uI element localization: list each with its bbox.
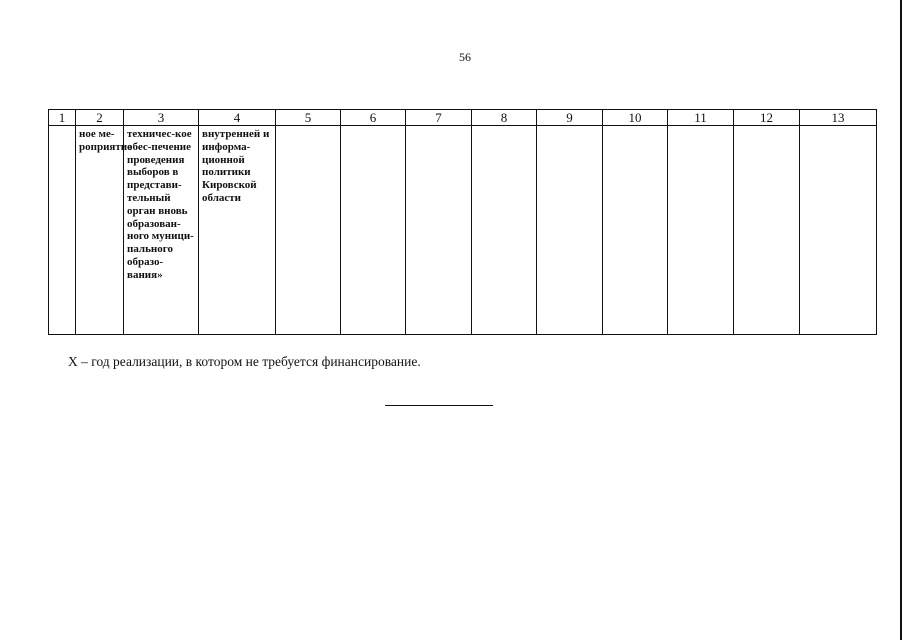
column-header: 5 xyxy=(276,110,341,126)
table-cell xyxy=(603,126,668,335)
table-cell: ное ме-роприятие xyxy=(76,126,124,335)
column-header: 11 xyxy=(668,110,734,126)
column-header: 6 xyxy=(341,110,406,126)
page-edge-rule xyxy=(900,0,902,640)
table-cell xyxy=(800,126,877,335)
table-header-row xyxy=(49,110,877,126)
page-number: 56 xyxy=(459,50,471,64)
table-cell xyxy=(472,126,537,335)
column-header: 12 xyxy=(734,110,800,126)
column-header: 7 xyxy=(406,110,472,126)
data-table xyxy=(48,109,877,335)
table-cell: внутренней и информа-ционной политики Кировской области xyxy=(199,126,276,335)
closing-rule xyxy=(385,405,493,406)
column-header: 10 xyxy=(603,110,668,126)
column-header: 1 xyxy=(49,110,76,126)
table-cell xyxy=(734,126,800,335)
column-header: 9 xyxy=(537,110,603,126)
table-cell: техничес-кое обес-печение проведения выборов в представи-тельный орган вновь образован-ного муници-пального образо-вания» xyxy=(124,126,199,335)
column-header: 2 xyxy=(76,110,124,126)
table-row xyxy=(49,126,877,335)
table-cell xyxy=(276,126,341,335)
table-cell xyxy=(537,126,603,335)
column-header: 4 xyxy=(199,110,276,126)
table-cell xyxy=(406,126,472,335)
table-cell xyxy=(49,126,76,335)
footnote: Х – год реализации, в котором не требуется финансирование. xyxy=(68,354,421,369)
table-cell xyxy=(668,126,734,335)
column-header: 8 xyxy=(472,110,537,126)
column-header: 3 xyxy=(124,110,199,126)
table-cell xyxy=(341,126,406,335)
column-header: 13 xyxy=(800,110,877,126)
